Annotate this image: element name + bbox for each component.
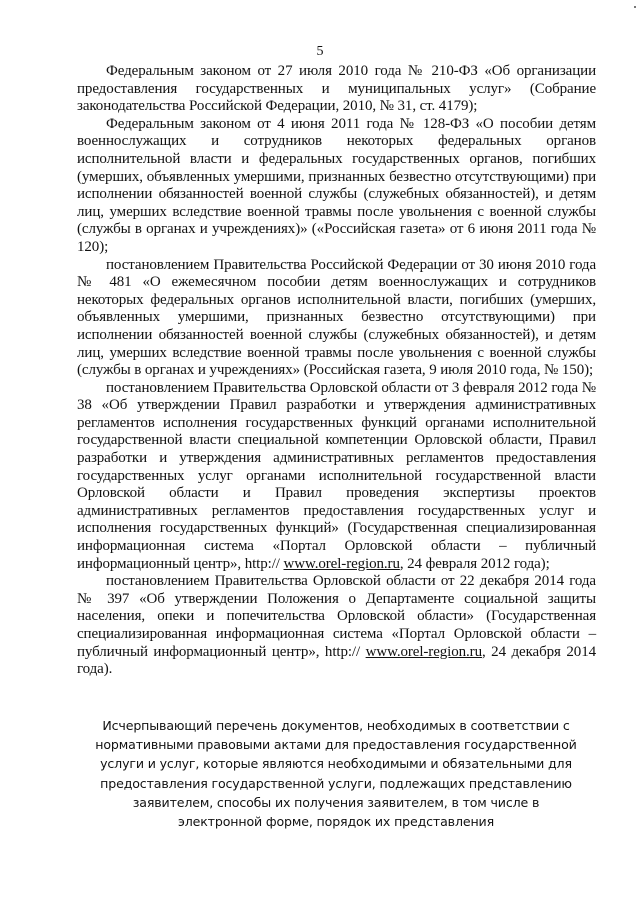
orel-region-link[interactable]: www.orel-region.ru bbox=[283, 555, 400, 572]
paragraph-federal-law-128 bbox=[77, 116, 596, 257]
paragraph-federal-law-210 bbox=[77, 63, 596, 116]
paragraph-text-end: , 24 февраля 2012 года); bbox=[399, 555, 550, 572]
paragraph-text: Федеральным законом от 27 июля 2010 года № 210-ФЗ «Об организации предоставления государственных и муниципальных услуг» (Собрание законодательства Российской Федерации, 2010, № 31, ст. 4179); bbox=[77, 63, 596, 115]
paragraph-orel-resolution-38 bbox=[77, 380, 596, 574]
page-number: 5 bbox=[316, 44, 324, 59]
paragraph-text: Федеральным законом от 4 июня 2011 года № 128-ФЗ «О пособии детям военнослужащих и сотрудников некоторых федеральных органов исполнительной власти и федеральных государственных органов, погибших (умерших, объявленных умершими, признанных безвестно отсутствующими) при исполнении обязанностей военной службы (служебных обязанностей), и детям лиц, умерших вследствие военной травмы после увольнения с военной службы (службы в органах и учреждениях)» («Российская газета» от 6 июня 2011 года № 120); bbox=[77, 115, 596, 255]
orel-region-link[interactable]: www.orel-region.ru bbox=[365, 643, 482, 660]
paragraph-orel-resolution-397 bbox=[77, 573, 596, 679]
paragraph-text: постановлением Правительства Орловской области от 22 декабря 2014 года № 397 «Об утверждении Положения о Департаменте социальной защиты населения, опеки и попечительства Орловской области» (Государственная специализированная информационная система «Портал Орловской области – публичный информационный центр», http:// bbox=[77, 573, 596, 660]
paragraph-text: постановлением Правительства Орловской области от 3 февраля 2012 года № 38 «Об утверждении Правил разработки и утверждения административных регламентов исполнения государственных функций органами исполнительной государственной власти специальной компетенции Орловской области, Правил разработки и утверждения административных регламентов предоставления государственных услуг органами исполнительной государственной власти Орловской области и Правил проведения экспертизы проектов административных регламентов предоставления государственных услуг и исполнения государственных функций» (Государственная специализированная информационная система «Портал Орловской области – публичный информационный центр», http:// bbox=[77, 379, 596, 572]
scan-mark bbox=[634, 6, 636, 8]
paragraph-government-resolution-481 bbox=[77, 257, 596, 380]
section-heading: Исчерпывающий перечень документов, необходимых в соответствии с нормативными правовыми актами для предоставления государственной услуги и услуг, которые являются необходимыми и обязательными для предоставления государственной услуги, подлежащих представлению заявителем, способы их получения заявителем, в том числе в электронной форме, порядок их представления bbox=[95, 718, 577, 830]
paragraph-text-end: , 24 декабря 2014 года). bbox=[77, 643, 596, 678]
document-body bbox=[77, 63, 596, 679]
paragraph-text: постановлением Правительства Российской Федерации от 30 июня 2010 года № 481 «О ежемесячном пособии детям военнослужащих и сотрудников некоторых федеральных органов исполнительной власти, погибших (умерших, объявленных умершими, признанных безвестно отсутствующими) при исполнении обязанностей военной службы (служебных обязанностей), и детям лиц, умерших вследствие военной травмы после увольнения с военной службы (службы в органах и учреждениях» (Российская газета, 9 июля 2010 года, № 150); bbox=[77, 256, 596, 379]
